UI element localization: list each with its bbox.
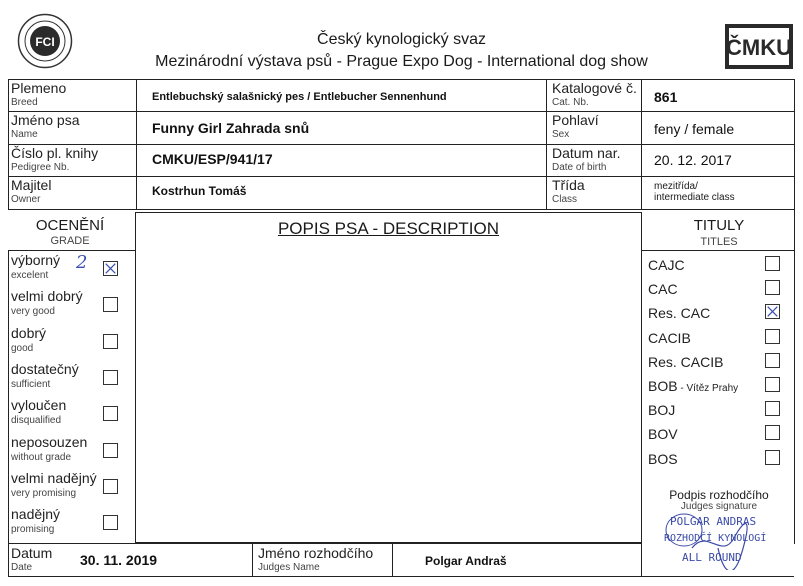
judge-value: Polgar Andraš xyxy=(425,554,507,568)
grade-checkbox[interactable] xyxy=(103,370,118,385)
date-sub: Date xyxy=(11,562,33,573)
title-label xyxy=(648,426,678,442)
title-label xyxy=(648,330,691,346)
title-label xyxy=(648,354,723,370)
sex-value: feny / female xyxy=(654,121,735,137)
grade-label: velmi dobrý xyxy=(11,288,83,305)
grade-label: nadějný xyxy=(11,506,61,523)
description-header: POPIS PSA - DESCRIPTION xyxy=(277,219,500,238)
signature-label: Podpis rozhodčího xyxy=(669,488,769,502)
judge-label: Jméno rozhodčího xyxy=(258,545,374,561)
breed-label: Plemeno xyxy=(11,80,67,96)
title-name: CACIB xyxy=(648,329,691,346)
title-checkbox[interactable] xyxy=(765,353,780,368)
catalog-label: Katalogové č. xyxy=(552,80,637,96)
title-name: BOJ xyxy=(648,402,676,419)
stamp-line2: ROZHODČÍ KYNOLOGÍ xyxy=(664,533,767,544)
title-label xyxy=(648,378,738,394)
title-label xyxy=(648,257,685,273)
class-value xyxy=(654,181,735,203)
fci-logo-text: FCI xyxy=(35,35,55,49)
grade-sub-label: good xyxy=(11,342,34,354)
date-label: Datum xyxy=(11,545,53,561)
title-label xyxy=(648,451,678,467)
grade-checkbox[interactable] xyxy=(103,479,118,494)
cmku-logo xyxy=(725,24,793,69)
grade-checkbox[interactable] xyxy=(103,334,118,349)
grade-sub-label: very good xyxy=(11,306,55,318)
breed-sub: Breed xyxy=(11,97,38,108)
name-sub: Name xyxy=(11,129,38,140)
dob-sub: Date of birth xyxy=(552,162,607,173)
title-label xyxy=(648,305,710,321)
grade-checkbox[interactable] xyxy=(103,406,118,421)
owner-label: Majitel xyxy=(11,177,52,193)
title-label xyxy=(648,402,675,418)
cmku-logo-text: ČMKU xyxy=(726,35,792,60)
title-checkbox[interactable] xyxy=(765,280,780,295)
owner-value: Kostrhun Tomáš xyxy=(152,184,247,198)
pedigree-value: CMKU/ESP/941/17 xyxy=(152,151,273,167)
grade-label: vyloučen xyxy=(11,397,67,414)
grade-checkbox[interactable] xyxy=(103,261,118,276)
grade-label: dobrý xyxy=(11,324,47,341)
grade-label: neposouzen xyxy=(11,433,88,450)
title-name: Res. CACIB xyxy=(648,353,724,370)
pedigree-label: Číslo pl. knihy xyxy=(11,145,99,161)
class-label: Třída xyxy=(552,177,585,193)
title-suffix: - Vítěz Prahy xyxy=(677,383,739,394)
title-name: Res. CAC xyxy=(648,305,711,322)
grade-sub: GRADE xyxy=(50,235,90,247)
titles-header: TITULY xyxy=(693,217,745,234)
sex-sub: Sex xyxy=(552,129,570,140)
catalog-value: 861 xyxy=(654,89,678,105)
judge-stamp xyxy=(662,508,792,570)
judge-sub: Judges Name xyxy=(258,562,320,573)
check-x-icon xyxy=(766,305,779,318)
title-name: BOS xyxy=(648,450,678,467)
date-value: 30. 11. 2019 xyxy=(80,552,158,568)
breed-value: Entlebuchský salašnický pes / Entlebucher Sennenhund xyxy=(152,91,447,103)
grade-sub-label: excelent xyxy=(11,270,49,281)
description-box xyxy=(135,212,642,543)
name-value: Funny Girl Zahrada snů xyxy=(152,120,310,136)
grade-sub-label: sufficient xyxy=(11,378,51,390)
sex-label: Pohlaví xyxy=(552,112,599,128)
grade-sub-label: without grade xyxy=(11,451,72,463)
grade-sub-label: disqualified xyxy=(11,415,62,427)
grade-sub-label: very promising xyxy=(11,487,77,499)
grade-checkbox[interactable] xyxy=(103,443,118,458)
title-checkbox[interactable] xyxy=(765,450,780,465)
stamp-line3: ALL ROUND xyxy=(682,551,742,564)
name-label: Jméno psa xyxy=(11,112,80,128)
grade-checkbox[interactable] xyxy=(103,515,118,530)
title-label xyxy=(648,281,678,297)
titles-sub: TITLES xyxy=(700,236,738,248)
org-name: Český kynologický svaz xyxy=(317,31,486,48)
signature-sub: Judges signature xyxy=(680,501,758,512)
grade-label: velmi nadějný xyxy=(11,469,97,486)
grade-sub-label: promising xyxy=(11,524,55,536)
catalog-sub: Cat. Nb. xyxy=(552,97,589,108)
title-name: CAC xyxy=(648,281,678,298)
grade-header: OCENĚNÍ xyxy=(35,217,105,234)
class-value-line1: mezitřída/ xyxy=(654,181,698,192)
dob-label: Datum nar. xyxy=(552,145,621,161)
class-sub: Class xyxy=(552,194,578,205)
grade-label: dostatečný xyxy=(11,360,79,377)
dob-value: 20. 12. 2017 xyxy=(654,152,732,168)
title-checkbox[interactable] xyxy=(765,256,780,271)
title-checkbox[interactable] xyxy=(765,425,780,440)
grade-checkbox[interactable] xyxy=(103,297,118,312)
check-x-icon xyxy=(104,262,117,275)
title-checkbox[interactable] xyxy=(765,401,780,416)
show-name: Mezinárodní výstava psů - Prague Expo Dog - International dog show xyxy=(155,53,648,70)
title-name: BOB xyxy=(648,378,678,394)
pedigree-sub: Pedigree Nb. xyxy=(11,162,70,173)
stamp-line1: POLGAR ANDRAS xyxy=(670,515,757,528)
title-checkbox[interactable] xyxy=(765,304,780,319)
title-name: CAJC xyxy=(648,257,685,273)
title-checkbox[interactable] xyxy=(765,329,780,344)
title-checkbox[interactable] xyxy=(765,377,780,392)
grade-handwritten-rank: 2 xyxy=(76,252,88,273)
class-value-line2: intermediate class xyxy=(654,192,735,203)
owner-sub: Owner xyxy=(11,194,41,205)
grade-label: výborný xyxy=(11,252,61,268)
title-name: BOV xyxy=(648,426,678,443)
